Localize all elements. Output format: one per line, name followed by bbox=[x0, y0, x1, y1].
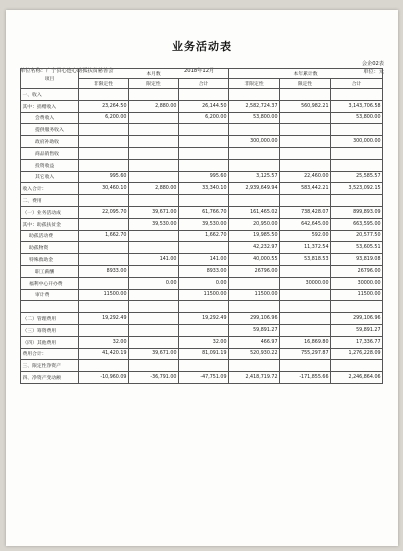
cell-value bbox=[129, 265, 179, 277]
table-body bbox=[21, 89, 383, 384]
table-row bbox=[21, 124, 383, 136]
table-row bbox=[21, 206, 383, 218]
cell-value: 663,595.00 bbox=[331, 218, 383, 230]
cell-value: 6,200.00 bbox=[79, 112, 129, 124]
row-label: 费用合计： bbox=[21, 348, 79, 360]
table-row bbox=[21, 348, 383, 360]
cell-value: 26796.00 bbox=[229, 265, 280, 277]
cell-value: 53,800.00 bbox=[331, 112, 383, 124]
row-label: 三、限定性净资产 bbox=[21, 360, 79, 372]
cell-value: 41,420.19 bbox=[79, 348, 129, 360]
cell-value bbox=[129, 313, 179, 325]
cell-value bbox=[229, 277, 280, 289]
cell-value bbox=[129, 242, 179, 254]
row-label: （一）业务活动成 bbox=[21, 206, 79, 218]
cell-value: 3,125.57 bbox=[229, 171, 280, 183]
cell-value bbox=[331, 360, 383, 372]
table-row bbox=[21, 242, 383, 254]
cell-value: 300,000.00 bbox=[331, 136, 383, 148]
cell-value: 995.60 bbox=[179, 171, 229, 183]
row-label: 审计费 bbox=[21, 289, 79, 301]
cell-value: 11500.00 bbox=[229, 289, 280, 301]
cell-value bbox=[129, 195, 179, 207]
table-row bbox=[21, 171, 383, 183]
cell-value bbox=[280, 124, 331, 136]
row-label: 特殊救助金 bbox=[21, 254, 79, 266]
column-header-month-total: 合计 bbox=[179, 79, 229, 89]
row-label: 其中：助孤扶贫金 bbox=[21, 218, 79, 230]
table-row bbox=[21, 254, 383, 266]
cell-value bbox=[331, 147, 383, 159]
cell-value bbox=[179, 242, 229, 254]
cell-value: 53,800.00 bbox=[229, 112, 280, 124]
row-label: 提供服务收入 bbox=[21, 124, 79, 136]
cell-value bbox=[129, 124, 179, 136]
cell-value bbox=[280, 89, 331, 101]
cell-value bbox=[79, 124, 129, 136]
cell-value: 20,950.00 bbox=[229, 218, 280, 230]
cell-value: 1,276,228.09 bbox=[331, 348, 383, 360]
cell-value bbox=[280, 147, 331, 159]
cell-value: 0.00 bbox=[129, 277, 179, 289]
column-header-month-restricted: 限定性 bbox=[129, 79, 179, 89]
cell-value: 8933.00 bbox=[179, 265, 229, 277]
table-row bbox=[21, 289, 383, 301]
table-row bbox=[21, 372, 383, 384]
row-label: 其中：捐赠收入 bbox=[21, 100, 79, 112]
cell-value bbox=[129, 324, 179, 336]
cell-value: 22,460.00 bbox=[280, 171, 331, 183]
cell-value bbox=[129, 230, 179, 242]
row-label: （二）管理费用 bbox=[21, 313, 79, 325]
table-row bbox=[21, 336, 383, 348]
cell-value bbox=[331, 301, 383, 313]
cell-value: 39,671.00 bbox=[129, 206, 179, 218]
report-date: 2018年12月 bbox=[184, 68, 215, 74]
row-label: 一、收入 bbox=[21, 89, 79, 101]
cell-value: 59,891.27 bbox=[229, 324, 280, 336]
row-label: 助孤物资 bbox=[21, 242, 79, 254]
cell-value: 466.97 bbox=[229, 336, 280, 348]
cell-value: 1,662.70 bbox=[79, 230, 129, 242]
cell-value bbox=[280, 136, 331, 148]
cell-value bbox=[129, 147, 179, 159]
cell-value bbox=[229, 301, 280, 313]
cell-value bbox=[229, 360, 280, 372]
column-header-cumulative: 本年累计数 bbox=[229, 69, 383, 79]
cell-value: 6,200.00 bbox=[179, 112, 229, 124]
table-row bbox=[21, 112, 383, 124]
table-row bbox=[21, 147, 383, 159]
row-label: 福利中心开办费 bbox=[21, 277, 79, 289]
cell-value: 520,930.22 bbox=[229, 348, 280, 360]
cell-value bbox=[129, 289, 179, 301]
row-label: （三）筹资费用 bbox=[21, 324, 79, 336]
cell-value bbox=[129, 301, 179, 313]
cell-value: 40,000.55 bbox=[229, 254, 280, 266]
cell-value bbox=[280, 289, 331, 301]
table-row bbox=[21, 89, 383, 101]
cell-value: 995.60 bbox=[79, 171, 129, 183]
table-row bbox=[21, 218, 383, 230]
cell-value bbox=[129, 159, 179, 171]
cell-value bbox=[179, 159, 229, 171]
cell-value: 3,143,706.58 bbox=[331, 100, 383, 112]
cell-value: 30,460.10 bbox=[79, 183, 129, 195]
table-row bbox=[21, 195, 383, 207]
row-label: 职工薪酬 bbox=[21, 265, 79, 277]
cell-value: 299,106.96 bbox=[331, 313, 383, 325]
cell-value: 11500.00 bbox=[179, 289, 229, 301]
cell-value: 2,582,724.37 bbox=[229, 100, 280, 112]
table-row bbox=[21, 159, 383, 171]
cell-value: 59,891.27 bbox=[331, 324, 383, 336]
cell-value: 53,818.53 bbox=[280, 254, 331, 266]
cell-value bbox=[280, 195, 331, 207]
cell-value: 2,880.00 bbox=[129, 100, 179, 112]
cell-value bbox=[331, 89, 383, 101]
cell-value: 141.00 bbox=[179, 254, 229, 266]
cell-value: 22,095.70 bbox=[79, 206, 129, 218]
cell-value: 2,246,864.06 bbox=[331, 372, 383, 384]
cell-value: 2,880.00 bbox=[129, 183, 179, 195]
cell-value: 592.00 bbox=[280, 230, 331, 242]
cell-value bbox=[331, 195, 383, 207]
cell-value: 583,442.21 bbox=[280, 183, 331, 195]
cell-value: 61,766.70 bbox=[179, 206, 229, 218]
header-row-1 bbox=[21, 69, 383, 79]
cell-value: 755,297.87 bbox=[280, 348, 331, 360]
cell-value bbox=[229, 147, 280, 159]
table-row bbox=[21, 230, 383, 242]
row-label: 会费收入 bbox=[21, 112, 79, 124]
cell-value: 53,605.51 bbox=[331, 242, 383, 254]
table-row bbox=[21, 360, 383, 372]
page-title: 业务活动表 bbox=[172, 40, 232, 53]
cell-value: 11500.00 bbox=[331, 289, 383, 301]
row-label: 商品销售收 bbox=[21, 147, 79, 159]
cell-value bbox=[179, 136, 229, 148]
row-label: 其它收入 bbox=[21, 171, 79, 183]
cell-value bbox=[280, 324, 331, 336]
table-row bbox=[21, 324, 383, 336]
table-row bbox=[21, 136, 383, 148]
cell-value bbox=[79, 218, 129, 230]
cell-value bbox=[280, 159, 331, 171]
cell-value: 30000.00 bbox=[331, 277, 383, 289]
cell-value: 39,530.00 bbox=[179, 218, 229, 230]
cell-value bbox=[229, 89, 280, 101]
table-row bbox=[21, 265, 383, 277]
cell-value bbox=[331, 159, 383, 171]
row-label: 四、净资产变动额 bbox=[21, 372, 79, 384]
cell-value bbox=[79, 301, 129, 313]
cell-value bbox=[129, 171, 179, 183]
cell-value bbox=[179, 195, 229, 207]
cell-value bbox=[280, 301, 331, 313]
cell-value bbox=[79, 147, 129, 159]
cell-value bbox=[179, 124, 229, 136]
cell-value bbox=[129, 89, 179, 101]
row-label: 二、费用 bbox=[21, 195, 79, 207]
table-row bbox=[21, 313, 383, 325]
row-label: 助孤活动费 bbox=[21, 230, 79, 242]
cell-value: 17,336.77 bbox=[331, 336, 383, 348]
table-row bbox=[21, 183, 383, 195]
column-header-cumulative-unrestricted: 非限定性 bbox=[229, 79, 280, 89]
table-row bbox=[21, 277, 383, 289]
cell-value: 8933.00 bbox=[79, 265, 129, 277]
cell-value: 1,662.70 bbox=[179, 230, 229, 242]
cell-value: 161,465.02 bbox=[229, 206, 280, 218]
cell-value: 642,645.00 bbox=[280, 218, 331, 230]
cell-value bbox=[79, 195, 129, 207]
cell-value bbox=[79, 360, 129, 372]
cell-value bbox=[179, 89, 229, 101]
table-row bbox=[21, 100, 383, 112]
cell-value: 738,428.07 bbox=[280, 206, 331, 218]
cell-value bbox=[79, 254, 129, 266]
column-header-item: 项目 bbox=[21, 69, 79, 89]
cell-value: 32.00 bbox=[179, 336, 229, 348]
cell-value: 39,671.00 bbox=[129, 348, 179, 360]
cell-value: 26,144.50 bbox=[179, 100, 229, 112]
column-header-cumulative-total: 合计 bbox=[331, 79, 383, 89]
cell-value bbox=[280, 265, 331, 277]
cell-value: 33,340.10 bbox=[179, 183, 229, 195]
row-label bbox=[21, 301, 79, 313]
cell-value bbox=[280, 112, 331, 124]
cell-value bbox=[129, 360, 179, 372]
cell-value: 20,577.50 bbox=[331, 230, 383, 242]
cell-value bbox=[179, 360, 229, 372]
cell-value: 30000.00 bbox=[280, 277, 331, 289]
table-row bbox=[21, 301, 383, 313]
activity-statement-table bbox=[20, 68, 383, 384]
cell-value bbox=[229, 195, 280, 207]
cell-value bbox=[79, 324, 129, 336]
cell-value: 2,939,649.94 bbox=[229, 183, 280, 195]
column-header-cumulative-restricted: 限定性 bbox=[280, 79, 331, 89]
cell-value: 25,585.57 bbox=[331, 171, 383, 183]
cell-value bbox=[79, 136, 129, 148]
row-label: （四）其他费用 bbox=[21, 336, 79, 348]
cell-value: 2,418,719.72 bbox=[229, 372, 280, 384]
cell-value bbox=[179, 324, 229, 336]
cell-value: 26796.00 bbox=[331, 265, 383, 277]
cell-value: -171,855.66 bbox=[280, 372, 331, 384]
cell-value: 11500.00 bbox=[79, 289, 129, 301]
cell-value: 19,292.49 bbox=[179, 313, 229, 325]
cell-value: 0.00 bbox=[179, 277, 229, 289]
cell-value: 11,372.54 bbox=[280, 242, 331, 254]
cell-value bbox=[229, 124, 280, 136]
cell-value: -10,960.09 bbox=[79, 372, 129, 384]
cell-value bbox=[79, 242, 129, 254]
cell-value bbox=[79, 89, 129, 101]
cell-value bbox=[280, 360, 331, 372]
cell-value bbox=[179, 301, 229, 313]
cell-value bbox=[79, 159, 129, 171]
organization-name: 单位名称：广宁县心连心助孤扶贫慈善会 bbox=[20, 68, 114, 74]
cell-value: 3,523,092.15 bbox=[331, 183, 383, 195]
cell-value: 32.00 bbox=[79, 336, 129, 348]
cell-value bbox=[129, 112, 179, 124]
row-label: 政府补助收 bbox=[21, 136, 79, 148]
cell-value: -36,791.00 bbox=[129, 372, 179, 384]
cell-value: 81,091.19 bbox=[179, 348, 229, 360]
form-code: 会企02表 bbox=[361, 61, 384, 67]
cell-value bbox=[280, 313, 331, 325]
cell-value: -47,751.09 bbox=[179, 372, 229, 384]
cell-value bbox=[179, 147, 229, 159]
cell-value bbox=[331, 124, 383, 136]
cell-value bbox=[129, 336, 179, 348]
cell-value: 39,530.00 bbox=[129, 218, 179, 230]
cell-value: 299,106.96 bbox=[229, 313, 280, 325]
cell-value bbox=[79, 277, 129, 289]
row-label: 收入合计： bbox=[21, 183, 79, 195]
currency-unit: 单位：元 bbox=[363, 69, 384, 75]
cell-value: 93,819.08 bbox=[331, 254, 383, 266]
cell-value: 23,264.50 bbox=[79, 100, 129, 112]
cell-value: 141.00 bbox=[129, 254, 179, 266]
cell-value: 300,000.00 bbox=[229, 136, 280, 148]
cell-value: 19,985.50 bbox=[229, 230, 280, 242]
column-header-month-unrestricted: 非限定性 bbox=[79, 79, 129, 89]
cell-value: 899,893.09 bbox=[331, 206, 383, 218]
column-header-month: 本月数 bbox=[79, 69, 229, 79]
cell-value: 19,292.49 bbox=[79, 313, 129, 325]
row-label: 投资收益 bbox=[21, 159, 79, 171]
cell-value: 16,869.80 bbox=[280, 336, 331, 348]
cell-value: 560,982.21 bbox=[280, 100, 331, 112]
cell-value bbox=[129, 136, 179, 148]
cell-value bbox=[229, 159, 280, 171]
cell-value: 42,232.97 bbox=[229, 242, 280, 254]
